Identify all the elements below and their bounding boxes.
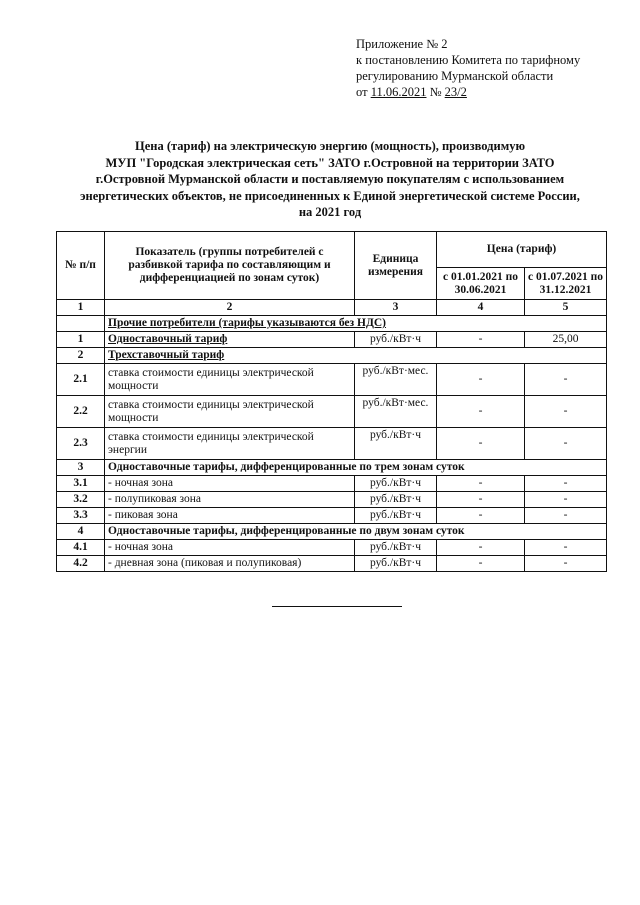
header-unit: Единица измерения xyxy=(355,232,437,300)
section-row xyxy=(57,316,607,332)
col-number: 4 xyxy=(437,300,525,316)
row-num: 3 xyxy=(57,460,105,476)
row-num: 3.3 xyxy=(57,508,105,524)
title-line-4: энергетических объектов, не присоединенных к Единой энергетической системе России, xyxy=(80,188,580,203)
number-prefix: № xyxy=(429,85,442,99)
table-row xyxy=(57,540,607,556)
row-name: Трехставочный тариф xyxy=(105,348,607,364)
row-name: - ночная зона xyxy=(105,476,355,492)
row-price-2: - xyxy=(525,476,607,492)
document-title xyxy=(60,138,600,221)
row-name: Одноставочный тариф xyxy=(105,332,355,348)
resolution-number: 23/2 xyxy=(444,85,467,99)
date-prefix: от xyxy=(356,85,368,99)
row-num: 3.1 xyxy=(57,476,105,492)
row-price-1: - xyxy=(437,428,525,460)
end-rule xyxy=(272,606,402,607)
row-price-1: - xyxy=(437,332,525,348)
title-line-2: МУП "Городская электрическая сеть" ЗАТО г.Островной на территории ЗАТО xyxy=(105,155,555,170)
appendix-date-line xyxy=(356,84,580,100)
row-num: 2.3 xyxy=(57,428,105,460)
table-row xyxy=(57,460,607,476)
row-unit: руб./кВт·ч xyxy=(355,476,437,492)
table-row xyxy=(57,556,607,572)
row-price-1: - xyxy=(437,556,525,572)
column-numbers-row xyxy=(57,300,607,316)
row-unit: руб./кВт·мес. xyxy=(355,396,437,428)
row-name: ставка стоимости единицы электрической энергии xyxy=(105,428,355,460)
table-row xyxy=(57,348,607,364)
title-line-1: Цена (тариф) на электрическую энергию (мощность), производимую xyxy=(134,139,526,153)
row-unit: руб./кВт·мес. xyxy=(355,364,437,396)
row-price-2: - xyxy=(525,556,607,572)
row-price-1: - xyxy=(437,540,525,556)
appendix-header xyxy=(356,36,580,100)
row-num: 4.2 xyxy=(57,556,105,572)
table-row xyxy=(57,332,607,348)
row-num: 2 xyxy=(57,348,105,364)
table-row xyxy=(57,508,607,524)
row-price-1: - xyxy=(437,364,525,396)
tariff-table xyxy=(56,231,607,572)
row-price-2: - xyxy=(525,540,607,556)
section-other-consumers: Прочие потребители (тарифы указываются без НДС) xyxy=(105,316,607,332)
row-price-2: - xyxy=(525,492,607,508)
header-price: Цена (тариф) xyxy=(437,232,607,268)
header-num: № п/п xyxy=(57,232,105,300)
title-line-5: на 2021 год xyxy=(298,205,362,219)
row-price-1: - xyxy=(437,508,525,524)
col-number: 2 xyxy=(105,300,355,316)
col-number: 1 xyxy=(57,300,105,316)
table-row xyxy=(57,428,607,460)
title-line-3: г.Островной Мурманской области и поставляемую покупателям с использованием xyxy=(95,172,565,186)
row-num: 4.1 xyxy=(57,540,105,556)
table-row xyxy=(57,492,607,508)
row-unit: руб./кВт·ч xyxy=(355,428,437,460)
row-price-2: - xyxy=(525,508,607,524)
header-row xyxy=(57,232,607,268)
header-period-2: с 01.07.2021 по 31.12.2021 xyxy=(525,268,607,300)
appendix-line-1: Приложение № 2 xyxy=(356,37,448,51)
row-name: ставка стоимости единицы электрической мощности xyxy=(105,396,355,428)
row-price-1: - xyxy=(437,476,525,492)
header-indicator: Показатель (группы потребителей с разбивкой тарифа по составляющим и дифференциацией по зонам суток) xyxy=(105,232,355,300)
header-period-1: с 01.01.2021 по 30.06.2021 xyxy=(437,268,525,300)
appendix-line-3: регулированию Мурманской области xyxy=(356,69,554,83)
col-number: 3 xyxy=(355,300,437,316)
row-name: - пиковая зона xyxy=(105,508,355,524)
row-name: - дневная зона (пиковая и полупиковая) xyxy=(105,556,355,572)
row-num: 1 xyxy=(57,332,105,348)
row-price-1: - xyxy=(437,396,525,428)
table-row xyxy=(57,476,607,492)
row-price-2: 25,00 xyxy=(525,332,607,348)
resolution-date: 11.06.2021 xyxy=(370,85,427,99)
row-num: 3.2 xyxy=(57,492,105,508)
row-num: 2.2 xyxy=(57,396,105,428)
row-price-2: - xyxy=(525,364,607,396)
row-name: - полупиковая зона xyxy=(105,492,355,508)
row-unit: руб./кВт·ч xyxy=(355,556,437,572)
row-price-2: - xyxy=(525,396,607,428)
row-name: Одноставочные тарифы, дифференцированные по двум зонам суток xyxy=(105,524,607,540)
row-name: Одноставочные тарифы, дифференцированные по трем зонам суток xyxy=(105,460,607,476)
table-row xyxy=(57,396,607,428)
row-unit: руб./кВт·ч xyxy=(355,492,437,508)
row-unit: руб./кВт·ч xyxy=(355,332,437,348)
row-num: 2.1 xyxy=(57,364,105,396)
row-name: ставка стоимости единицы электрической мощности xyxy=(105,364,355,396)
row-unit: руб./кВт·ч xyxy=(355,540,437,556)
row-num: 4 xyxy=(57,524,105,540)
row-price-1: - xyxy=(437,492,525,508)
appendix-line-2: к постановлению Комитета по тарифному xyxy=(356,53,581,67)
col-number: 5 xyxy=(525,300,607,316)
row-name: - ночная зона xyxy=(105,540,355,556)
row-unit: руб./кВт·ч xyxy=(355,508,437,524)
table-row xyxy=(57,364,607,396)
row-price-2: - xyxy=(525,428,607,460)
table-row xyxy=(57,524,607,540)
